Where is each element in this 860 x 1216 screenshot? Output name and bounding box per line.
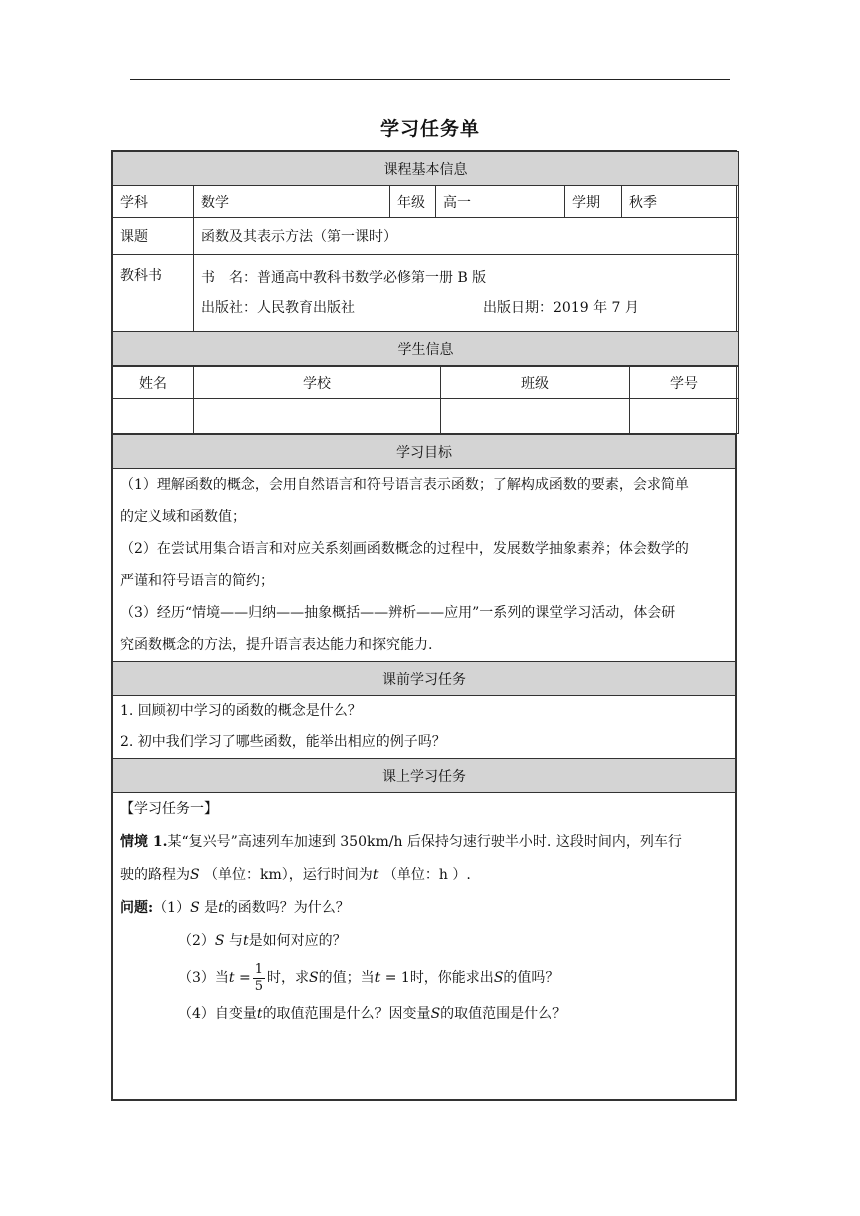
scenario-text-1: 某“复兴号”高速列车加速到 350km/h 后保持匀速行驶半小时. 这段时间内，列车行 <box>167 834 682 850</box>
book-name: 书 名：普通高中教科书数学必修第一册 B 版 <box>201 270 487 286</box>
question-3 <box>120 958 728 998</box>
fraction-one-fifth <box>253 962 265 995</box>
document-title: 学习任务单 <box>379 118 480 140</box>
q2-prefix: （2） <box>178 933 215 949</box>
section-course-info: 课程基本信息 <box>113 152 739 186</box>
student-class-field[interactable] <box>441 399 630 434</box>
scenario-text-2b: （单位：km），运行时间为 <box>204 867 373 883</box>
q4-prefix: （4）自变量 <box>178 1006 257 1022</box>
goals-content <box>113 469 736 662</box>
scenario-line-1 <box>120 826 728 859</box>
q3-var-s2: S <box>493 970 504 986</box>
fraction-numerator: 1 <box>254 961 264 977</box>
q3-var-s: S <box>309 970 319 986</box>
task-heading: 【学习任务一】 <box>120 801 218 817</box>
section-class-tasks: 课上学习任务 <box>113 759 736 793</box>
grade-value: 高一 <box>436 186 565 218</box>
q3-mid3: 时，你能求出 <box>409 970 494 986</box>
q4-suffix: 的取值范围是什么？ <box>440 1006 567 1022</box>
student-school-label: 学校 <box>194 367 441 399</box>
student-school-field[interactable] <box>194 399 441 434</box>
goal-2-line-b: 严谨和符号语言的简约； <box>120 573 274 589</box>
q1-mid: 是 <box>204 900 219 916</box>
q4-var-s: S <box>430 1006 441 1022</box>
q3-var-t: t <box>228 970 235 986</box>
q4-var-t: t <box>256 1006 263 1022</box>
term-label: 学期 <box>565 186 622 218</box>
student-id-field[interactable] <box>630 399 739 434</box>
textbook-label: 教科书 <box>113 255 194 332</box>
q2-suffix: 是如何对应的？ <box>248 933 347 949</box>
q2-var-t: t <box>242 933 249 949</box>
var-t: t <box>372 867 379 883</box>
student-name-field[interactable] <box>113 399 194 434</box>
grade-label: 年级 <box>390 186 436 218</box>
publisher: 出版社：人民教育出版社 <box>201 300 355 316</box>
topic-label: 课题 <box>113 218 194 255</box>
q3-suffix: 的值吗？ <box>503 970 560 986</box>
scenario-text-2a: 驶的路程为 <box>120 867 190 883</box>
topic-value: 函数及其表示方法（第一课时） <box>194 218 739 255</box>
q1-var-s: S <box>190 900 200 916</box>
goal-1-line-b: 的定义域和函数值； <box>120 509 246 525</box>
q1-prefix: （1） <box>153 900 191 916</box>
publish-date: 出版日期：2019 年 7 月 <box>483 300 639 316</box>
pre-task-1: 1. 回顾初中学习的函数的概念是什么？ <box>120 703 362 719</box>
subject-label: 学科 <box>113 186 194 218</box>
q4-mid: 的取值范围是什么？因变量 <box>262 1006 431 1022</box>
task-sheet-table <box>111 150 737 1101</box>
q3-prefix: （3）当 <box>178 970 229 986</box>
goal-2-line-a: （2）在尝试用集合语言和对应关系刻画函数概念的过程中，发展数学抽象素养；体会数学的 <box>120 541 689 557</box>
q1-suffix: 的函数吗？为什么？ <box>223 900 350 916</box>
subject-value: 数学 <box>194 186 390 218</box>
q3-mid: 时，求 <box>267 970 310 986</box>
question-4 <box>120 998 728 1031</box>
goal-3-line-a: （3）经历“情境——归纳——抽象概括——辨析——应用”一系列的课堂学习活动，体会研 <box>120 605 676 621</box>
textbook-details <box>194 255 739 332</box>
questions-label: 问题: <box>120 900 154 916</box>
fraction-denominator: 5 <box>254 978 264 994</box>
question-1 <box>120 892 728 925</box>
student-name-label: 姓名 <box>113 367 194 399</box>
pre-tasks-content <box>113 696 736 759</box>
question-2 <box>120 925 728 958</box>
q2-var-s: S <box>214 933 225 949</box>
scenario-text-2c: （单位：h ）. <box>382 867 471 883</box>
header-rule <box>130 79 730 80</box>
term-value: 秋季 <box>622 186 739 218</box>
student-id-label: 学号 <box>630 367 739 399</box>
student-class-label: 班级 <box>441 367 630 399</box>
section-goals: 学习目标 <box>113 435 736 469</box>
q3-mid2: 的值；当 <box>318 970 375 986</box>
section-pre-tasks: 课前学习任务 <box>113 662 736 696</box>
section-student-info: 学生信息 <box>113 332 739 366</box>
class-tasks-content <box>113 793 736 1100</box>
scenario-label: 情境 1. <box>120 834 168 850</box>
q3-eq2: = 1 <box>384 970 410 986</box>
q3-eq: = <box>239 970 251 986</box>
goal-1-line-a: （1）理解函数的概念，会用自然语言和符号语言表示函数；了解构成函数的要素，会求简单 <box>120 477 689 493</box>
q3-var-t2: t <box>374 970 381 986</box>
var-s: S <box>190 867 200 883</box>
pre-task-2: 2. 初中我们学习了哪些函数，能举出相应的例子吗？ <box>120 734 446 750</box>
scenario-line-2 <box>120 859 728 892</box>
goal-3-line-b: 究函数概念的方法，提升语言表达能力和探究能力. <box>120 637 433 653</box>
q1-var-t: t <box>218 900 224 916</box>
q2-mid: 与 <box>228 933 243 949</box>
